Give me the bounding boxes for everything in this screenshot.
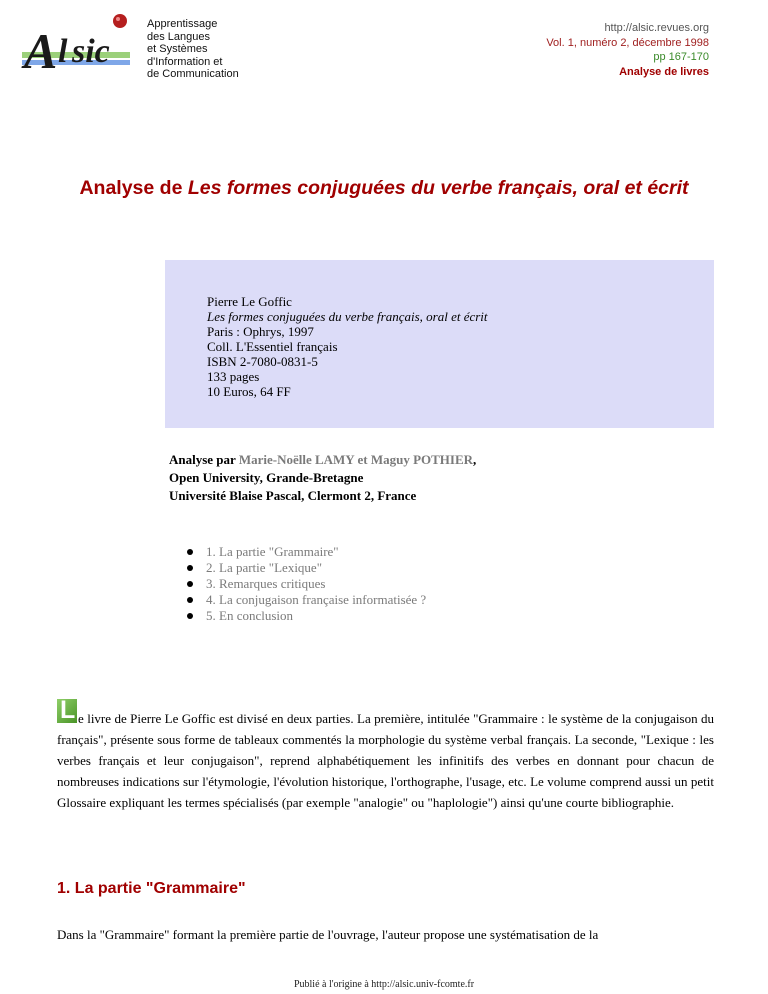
- reviewer-block: [169, 451, 476, 505]
- section-paragraph: Dans la "Grammaire" formant la première partie de l'ouvrage, l'auteur propose une systématisation de la: [57, 927, 599, 942]
- book-author: Pierre Le Goffic: [207, 294, 292, 309]
- reviewer-affiliation-2: Université Blaise Pascal, Clermont 2, France: [169, 488, 417, 503]
- reviewer-names-link[interactable]: Marie-Noëlle LAMY et Maguy POTHIER: [238, 452, 474, 467]
- alsic-logo: [20, 10, 140, 82]
- toc-link[interactable]: 5. En conclusion: [186, 608, 426, 624]
- journal-url[interactable]: http://alsic.revues.org: [604, 22, 709, 34]
- journal-header: [546, 21, 709, 79]
- section-heading: 1. La partie "Grammaire": [57, 880, 246, 897]
- logo-line: et Systèmes: [147, 43, 208, 56]
- title-book: Les formes conjuguées du verbe français, oral et écrit: [187, 177, 689, 199]
- book-info-box: [165, 260, 714, 428]
- book-publisher: Paris : Ophrys, 1997: [207, 324, 314, 339]
- page-footer: Publié à l'origine à http://alsic.univ-fcomte.fr: [293, 979, 475, 990]
- table-of-contents: [186, 544, 426, 624]
- journal-section: Analyse de livres: [619, 65, 709, 78]
- reviewer-affiliation-1: Open University, Grande-Bretagne: [169, 470, 364, 485]
- journal-volume: Vol. 1, numéro 2, décembre 1998: [546, 36, 709, 49]
- title-prefix: Analyse de: [79, 177, 183, 199]
- book-title: Les formes conjuguées du verbe français, oral et écrit: [207, 309, 488, 324]
- journal-pages: pp 167-170: [653, 51, 709, 63]
- toc-link[interactable]: 1. La partie "Grammaire": [186, 544, 426, 560]
- toc-link[interactable]: 4. La conjugaison française informatisée ?: [186, 592, 426, 608]
- page-title: [60, 176, 708, 200]
- book-pages: 133 pages: [207, 369, 260, 384]
- book-price: 10 Euros, 64 FF: [207, 384, 291, 399]
- logo-line: des Langues: [147, 30, 210, 43]
- toc-link[interactable]: 3. Remarques critiques: [186, 576, 426, 592]
- svg-text:l: l: [58, 33, 68, 70]
- review-comma: ,: [473, 452, 477, 467]
- logo-caption: [147, 18, 239, 81]
- svg-text:A: A: [24, 23, 58, 79]
- drop-cap-letter: L: [60, 696, 76, 724]
- svg-text:sic: sic: [72, 33, 110, 70]
- intro-paragraph: [57, 708, 714, 813]
- logo-line: d'Information et: [147, 55, 223, 68]
- intro-text: e livre de Pierre Le Goffic est divisé en deux parties. La première, intitulée "Grammaire : le système de la conjugaison du français", présente sous forme de tableaux commentés la morphologie du système verbal français. La seconde, "Lexique : les verbes français et leur conjugaison", reprend alphabétiquement les infinitifs des verbes en donnant pour chacun de nombreuses indications sur l'étymologie, l'évolution historique, l'orthographe, l'usage, etc. Le volume comprend aussi un petit Glossaire expliquant les termes spécialisés (par exemple "analogie" ou "haplologie") ainsi qu'une courte bibliographie.: [57, 711, 714, 810]
- logo-line: Apprentissage: [147, 18, 218, 30]
- logo-line: de Communication: [147, 68, 239, 81]
- toc-link[interactable]: 2. La partie "Lexique": [186, 560, 426, 576]
- book-isbn: ISBN 2-7080-0831-5: [207, 354, 318, 369]
- review-by: Analyse par: [169, 452, 236, 467]
- book-collection: Coll. L'Essentiel français: [207, 339, 338, 354]
